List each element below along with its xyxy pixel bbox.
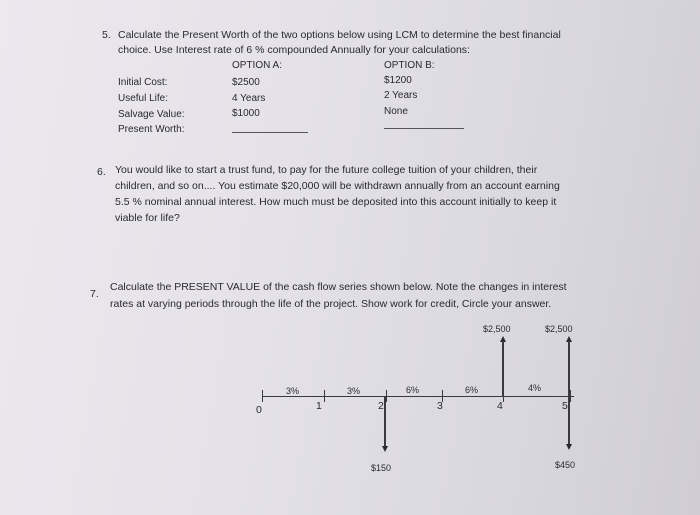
option-b-salvage: None: [384, 106, 408, 117]
q6-line4: viable for life?: [115, 212, 180, 224]
q6-line1: You would like to start a trust fund, to pay for the future college tuition of your children, their: [115, 164, 538, 176]
q6-line3: 5.5 % nominal annual interest. How much must be deposited into this account initially to keep it: [115, 196, 557, 208]
period-label-2: 2: [378, 400, 384, 412]
rate-period-5: 4%: [528, 383, 542, 393]
rate-period-2: 3%: [347, 386, 361, 396]
inflow-arrow-4: [502, 341, 504, 396]
inflow-label-5: $2,500: [545, 324, 573, 334]
option-b-present-worth-blank: [384, 128, 464, 129]
q5-number: 5.: [102, 29, 111, 41]
period-tick-1: [324, 390, 325, 402]
rate-period-3: 6%: [406, 385, 420, 395]
q6-line2: children, and so on.... You estimate $20,000 will be withdrawn annually from an account earning: [115, 180, 560, 192]
option-b-initial-cost: $1200: [384, 75, 412, 86]
period-label-1: 1: [316, 400, 322, 412]
outflow-arrow-2: [384, 397, 386, 447]
period-label-4: 4: [497, 400, 503, 412]
option-a-header: OPTION A:: [232, 60, 283, 71]
option-b-header: OPTION B:: [384, 60, 435, 71]
outflow-arrow-5: [568, 397, 570, 444]
q7-line1: Calculate the PRESENT VALUE of the cash flow series shown below. Note the changes in interest: [110, 281, 567, 293]
option-a-present-worth-blank: [232, 132, 308, 133]
period-label-3: 3: [437, 400, 443, 412]
option-a-initial-cost: $2500: [232, 77, 260, 88]
option-a-salvage: $1000: [232, 108, 260, 119]
q7-line2: rates at varying periods through the life of the project. Show work for credit, Circle your answer.: [110, 298, 552, 310]
label-useful-life: Useful Life:: [118, 93, 169, 104]
q5-text-line2: choice. Use Interest rate of 6 % compounded Annually for your calculations:: [118, 44, 470, 56]
period-tick-0: [262, 390, 263, 402]
q7-number: 7.: [90, 288, 99, 300]
rate-period-4: 6%: [465, 385, 479, 395]
outflow-label-5: $450: [555, 460, 576, 470]
inflow-arrow-5: [568, 341, 570, 396]
outflow-arrow-5-icon: [566, 444, 572, 450]
q5-text-line1: Calculate the Present Worth of the two options below using LCM to determine the best financial: [118, 29, 561, 41]
outflow-arrow-2-icon: [382, 446, 388, 452]
option-a-useful-life: 4 Years: [232, 93, 266, 104]
label-initial-cost: Initial Cost:: [118, 77, 168, 88]
q6-number: 6.: [97, 166, 106, 178]
period-tick-2: [386, 390, 387, 402]
option-b-useful-life: 2 Years: [384, 90, 418, 101]
label-salvage-value: Salvage Value:: [118, 109, 185, 120]
inflow-label-4: $2,500: [483, 324, 511, 334]
rate-period-1: 3%: [286, 386, 300, 396]
period-label-0: 0: [256, 404, 262, 416]
period-tick-5: [570, 390, 571, 402]
label-present-worth: Present Worth:: [118, 124, 185, 135]
period-label-5: 5: [562, 400, 568, 412]
outflow-label-2: $150: [371, 463, 392, 473]
timeline-axis: [262, 396, 574, 397]
